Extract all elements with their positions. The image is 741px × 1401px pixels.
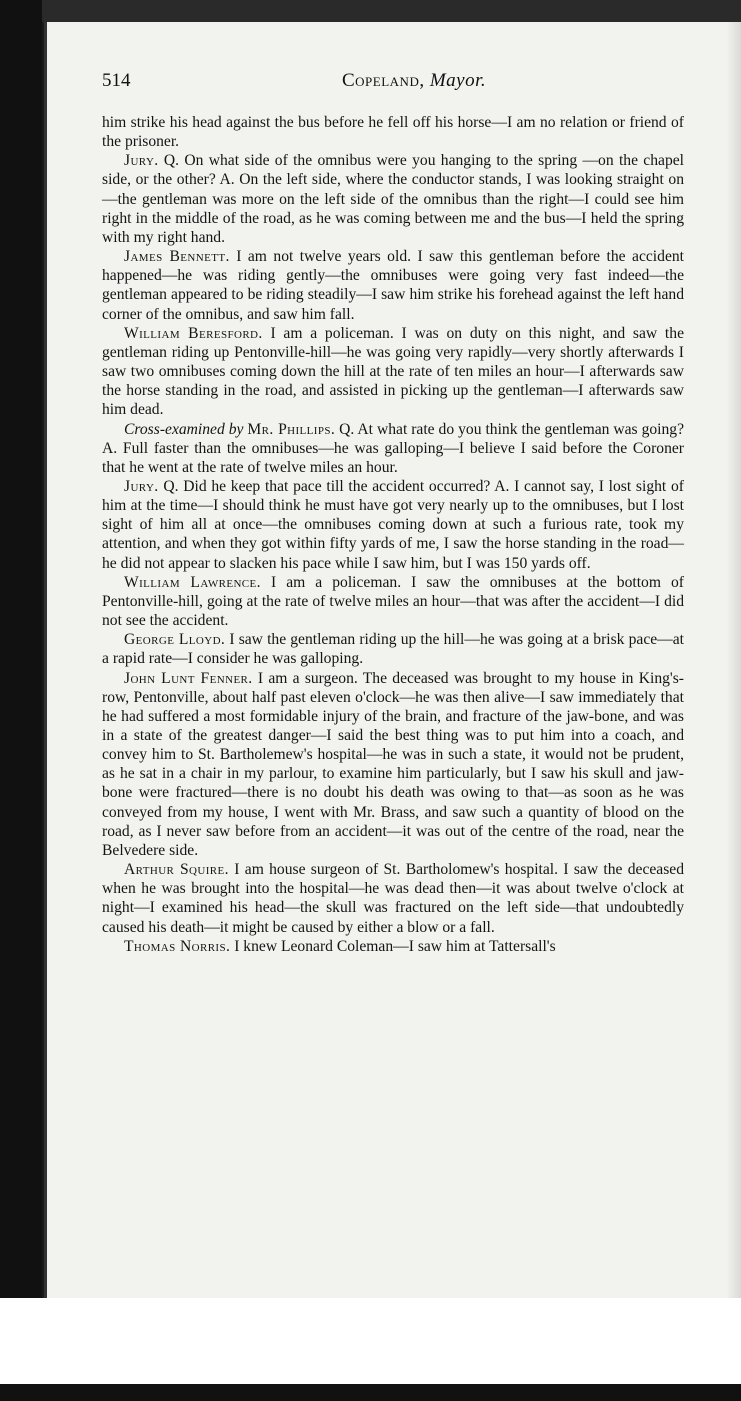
speaker-name: Thomas Norris. <box>124 937 231 955</box>
speaker-name: William Beresford. <box>124 324 263 342</box>
scan-border-bottom-light <box>0 1298 741 1384</box>
paragraph-3 <box>102 324 684 420</box>
paragraph-6 <box>102 573 684 630</box>
paragraph-4 <box>102 420 684 477</box>
page-number: 514 <box>102 70 131 91</box>
speaker-name: Arthur Squire. <box>124 861 229 879</box>
page-header <box>102 70 682 96</box>
scan-border-left <box>0 0 42 1401</box>
scan-border-bottom-dark <box>0 1384 741 1401</box>
paragraph-7 <box>102 630 684 668</box>
scan-border-top <box>0 0 741 22</box>
paragraph-text: I am house surgeon of St. Bartholomew's hospital. I saw the deceased when he was brought into the hospital—he was dead then—it was about twelve o'clock at night—I examined his head—the skull was fractured on the left side—that undoubtedly caused his death—it might be caused by either a blow or a fall. <box>102 861 684 936</box>
speaker-name: William Lawrence. <box>124 573 261 591</box>
paragraph-9 <box>102 860 684 937</box>
speaker-name: George Lloyd. <box>124 631 226 649</box>
paragraph-text: I am a policeman. I was on duty on this night, and saw the gentleman riding up Pentonville-hill—he was going very rapidly—very shortly afterwards I saw two omnibuses coming down the hill at the rate of ten miles an hour—I afterwards saw the horse standing in the road, and assisted in picking up the gentleman—I afterwards saw him dead. <box>102 324 684 419</box>
paragraph-text: Q. Did he keep that pace till the accident occurred? A. I cannot say, I lost sight of him at the time—I should think he must have got very nearly up to the omnibuses, but I lost sight of him all at once—the omnibuses coming down at such a furious rate, took my attention, and when they got within fifty yards of me, I saw the horse standing in the road—he did not appear to slacken his pace while I saw him, but I was 150 yards off. <box>102 477 684 572</box>
paragraph-2 <box>102 247 684 324</box>
paragraph-text: I knew Leonard Coleman—I saw him at Tattersall's <box>234 937 556 955</box>
running-head <box>342 70 486 92</box>
paragraph-10 <box>102 937 684 956</box>
speaker-name: Jury. <box>124 152 159 170</box>
speaker-name: Jury. <box>124 477 159 495</box>
paragraph-text: him strike his head against the bus before he fell off his horse—I am no relation or friend of the prisoner. <box>102 114 684 151</box>
paragraph-text: Q. At what rate do you think the gentleman was going? A. Full faster than the omnibuses—he was galloping—I believe I said before the Coroner that he went at the rate of twelve miles an hour. <box>102 420 685 476</box>
paragraph-0 <box>102 113 684 151</box>
cross-examined-lead: Cross-examined by <box>124 420 244 438</box>
paragraph-text: Q. On what side of the omnibus were you hanging to the spring —on the chapel side, or the other? A. On the left side, where the conductor stands, I was looking straight on—the gentleman was more on the left side of the omnibus than the right—I could see him right in the middle of the road, as he was coming between me and the bus—I held the spring with my right hand. <box>102 152 684 246</box>
paragraph-text: I am a surgeon. The deceased was brought to my house in King's-row, Pentonville, about half past eleven o'clock—he was then alive—I saw immediately that he had suffered a most formidable injury of the brain, and fracture of the jaw-bone, and was in a state of the greatest danger—I said the best thing was to put him into a coach, and convey him to St. Bartholemew's hospital—he was in such a state, it would not be prudent, as he sat in a chair in my parlour, to examine him particularly, but I saw his skull and jaw-bone were fractured—there is no doubt his death was owing to that—as soon as he was conveyed from my house, I went with Mr. Brass, and saw such a quantity of blood on the road, as I never saw before from an accident—it was out of the centre of the road, near the Belvedere side. <box>102 669 684 859</box>
paragraph-text: I am not twelve years old. I saw this gentleman before the accident happened—he was riding gently—the omnibuses were going very fast indeed—the gentleman appeared to be riding steadily—I saw him strike his forehead against the left hand corner of the omnibus, and saw him fall. <box>102 248 684 323</box>
paragraph-text: I am a policeman. I saw the omnibuses at the bottom of Pentonville-hill, going at the rate of twelve miles an hour—that was after the accident—I did not see the accident. <box>102 573 684 630</box>
paragraph-1 <box>102 151 684 247</box>
paragraph-5 <box>102 477 684 573</box>
running-head-name: Copeland, <box>342 70 425 91</box>
speaker-name: James Bennett. <box>124 248 230 266</box>
paragraph-text: I saw the gentleman riding up the hill—he was going at a brisk pace—at a rapid rate—I consider he was galloping. <box>102 631 685 668</box>
testimony-body <box>102 113 684 956</box>
speaker-name: John Lunt Fenner. <box>124 669 253 687</box>
speaker-name: Mr. Phillips. <box>247 420 336 438</box>
running-head-title: Mayor. <box>429 70 487 91</box>
paragraph-8 <box>102 669 684 861</box>
page-edge-shadow <box>726 22 741 1298</box>
